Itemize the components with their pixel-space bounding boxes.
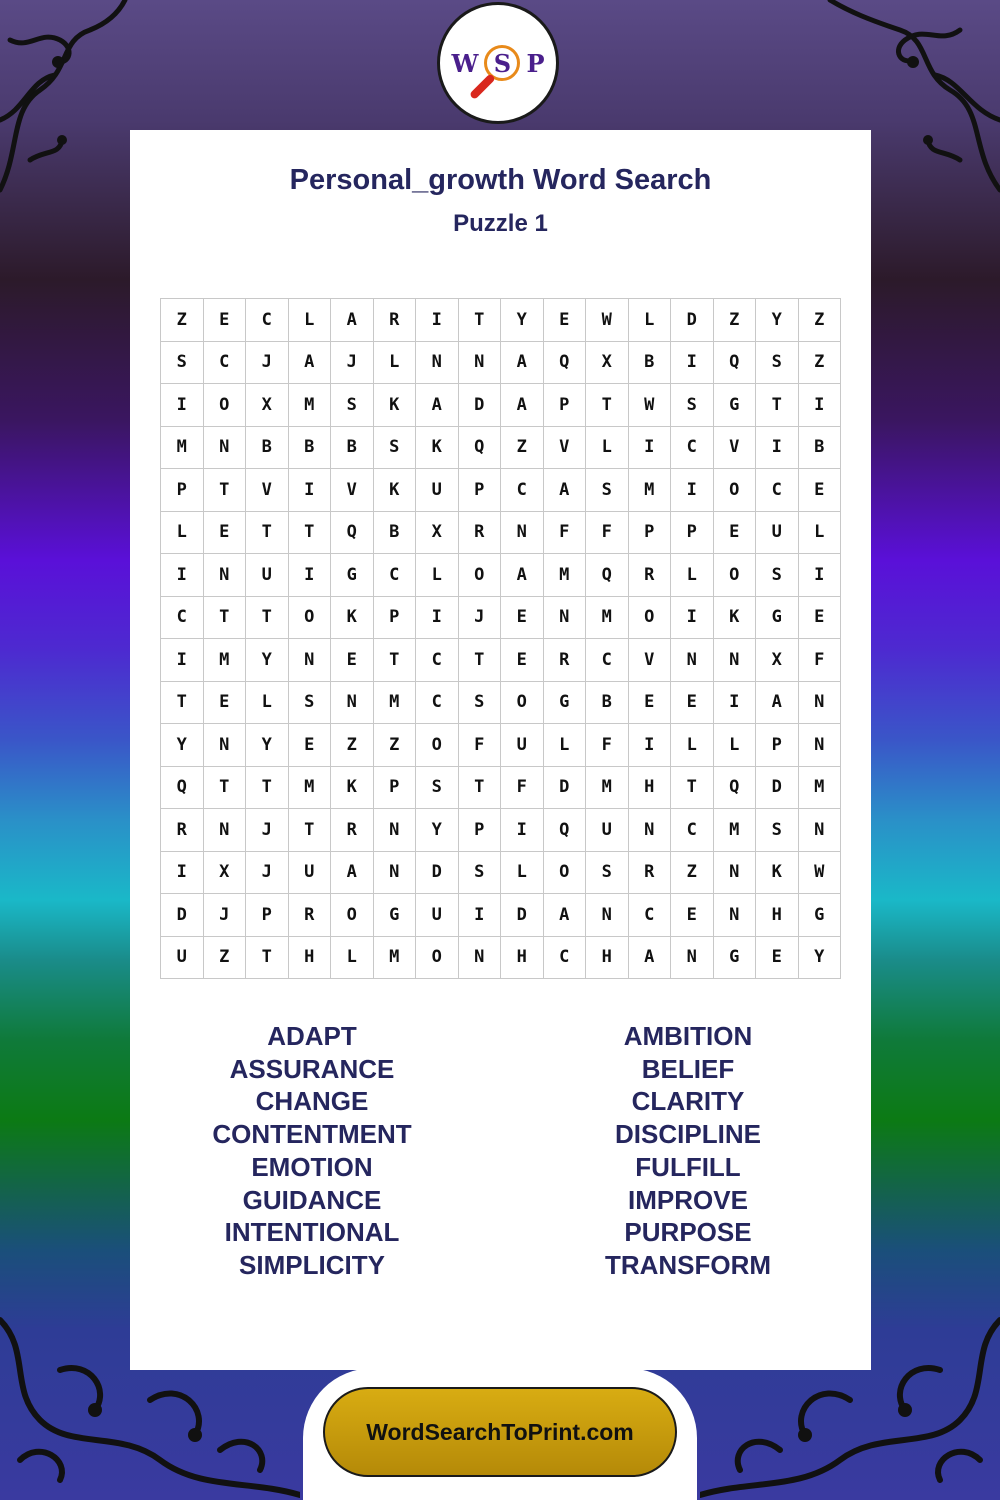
grid-cell[interactable]: I: [501, 809, 544, 852]
grid-cell[interactable]: B: [586, 682, 629, 725]
grid-cell[interactable]: S: [756, 554, 799, 597]
grid-cell[interactable]: U: [756, 512, 799, 555]
grid-cell[interactable]: H: [501, 937, 544, 980]
grid-cell[interactable]: D: [459, 384, 502, 427]
grid-cell[interactable]: X: [246, 384, 289, 427]
grid-cell[interactable]: I: [629, 724, 672, 767]
grid-cell[interactable]: Q: [161, 767, 204, 810]
grid-cell[interactable]: T: [289, 512, 332, 555]
word-list-item: SIMPLICITY: [239, 1249, 385, 1280]
grid-cell[interactable]: Y: [161, 724, 204, 767]
grid-cell[interactable]: Z: [799, 342, 842, 385]
grid-cell[interactable]: P: [374, 767, 417, 810]
grid-cell[interactable]: T: [459, 299, 502, 342]
grid-cell[interactable]: N: [459, 937, 502, 980]
grid-cell[interactable]: L: [331, 937, 374, 980]
grid-cell[interactable]: C: [756, 469, 799, 512]
grid-cell[interactable]: I: [289, 554, 332, 597]
grid-cell[interactable]: L: [671, 724, 714, 767]
grid-cell[interactable]: P: [459, 469, 502, 512]
grid-cell[interactable]: F: [544, 512, 587, 555]
grid-cell[interactable]: U: [501, 724, 544, 767]
word-list-item: ASSURANCE: [229, 1053, 395, 1084]
grid-cell[interactable]: N: [714, 852, 757, 895]
grid-cell[interactable]: A: [544, 894, 587, 937]
grid-cell[interactable]: B: [799, 427, 842, 470]
grid-cell[interactable]: I: [799, 554, 842, 597]
grid-cell[interactable]: K: [714, 597, 757, 640]
grid-cell[interactable]: S: [459, 852, 502, 895]
grid-cell[interactable]: K: [374, 384, 417, 427]
grid-cell[interactable]: L: [629, 299, 672, 342]
grid-cell[interactable]: K: [756, 852, 799, 895]
grid-cell[interactable]: E: [204, 682, 247, 725]
grid-cell[interactable]: B: [331, 427, 374, 470]
grid-cell[interactable]: T: [289, 809, 332, 852]
grid-cell[interactable]: L: [289, 299, 332, 342]
grid-cell[interactable]: O: [331, 894, 374, 937]
grid-cell[interactable]: B: [289, 427, 332, 470]
grid-cell[interactable]: N: [331, 682, 374, 725]
grid-cell[interactable]: Y: [246, 724, 289, 767]
grid-cell[interactable]: F: [459, 724, 502, 767]
grid-cell[interactable]: P: [459, 809, 502, 852]
grid-cell[interactable]: C: [671, 427, 714, 470]
grid-cell[interactable]: A: [501, 554, 544, 597]
word-list-item: IMPROVE: [628, 1184, 748, 1215]
grid-cell[interactable]: J: [246, 809, 289, 852]
grid-cell[interactable]: T: [586, 384, 629, 427]
grid-cell[interactable]: D: [416, 852, 459, 895]
grid-cell[interactable]: U: [416, 469, 459, 512]
grid-cell[interactable]: A: [756, 682, 799, 725]
grid-cell[interactable]: L: [416, 554, 459, 597]
grid-cell[interactable]: J: [331, 342, 374, 385]
grid-cell[interactable]: Z: [671, 852, 714, 895]
grid-cell[interactable]: L: [671, 554, 714, 597]
grid-cell[interactable]: C: [671, 809, 714, 852]
word-list-item: DISCIPLINE: [615, 1119, 761, 1150]
grid-cell[interactable]: Q: [586, 554, 629, 597]
puzzle-subtitle: Puzzle 1: [453, 210, 548, 237]
grid-cell[interactable]: E: [756, 937, 799, 980]
grid-cell[interactable]: U: [586, 809, 629, 852]
grid-cell[interactable]: I: [671, 342, 714, 385]
grid-cell[interactable]: L: [714, 724, 757, 767]
grid-cell[interactable]: E: [289, 724, 332, 767]
grid-cell[interactable]: H: [629, 767, 672, 810]
grid-cell[interactable]: X: [204, 852, 247, 895]
word-list-item: FULFILL: [635, 1151, 741, 1182]
grid-cell[interactable]: E: [714, 512, 757, 555]
grid-cell[interactable]: A: [544, 469, 587, 512]
grid-cell[interactable]: C: [416, 639, 459, 682]
grid-cell[interactable]: Z: [161, 299, 204, 342]
grid-cell[interactable]: C: [544, 937, 587, 980]
grid-cell[interactable]: I: [161, 852, 204, 895]
grid-cell[interactable]: P: [544, 384, 587, 427]
grid-cell[interactable]: I: [289, 469, 332, 512]
grid-cell[interactable]: O: [714, 469, 757, 512]
grid-cell[interactable]: V: [331, 469, 374, 512]
grid-cell[interactable]: O: [204, 384, 247, 427]
grid-cell[interactable]: E: [799, 597, 842, 640]
grid-cell[interactable]: F: [501, 767, 544, 810]
grid-cell[interactable]: T: [204, 767, 247, 810]
grid-cell[interactable]: N: [416, 342, 459, 385]
grid-cell[interactable]: T: [204, 469, 247, 512]
grid-cell[interactable]: P: [161, 469, 204, 512]
grid-cell[interactable]: N: [671, 639, 714, 682]
grid-cell[interactable]: B: [246, 427, 289, 470]
grid-cell[interactable]: M: [374, 682, 417, 725]
grid-cell[interactable]: N: [374, 809, 417, 852]
grid-cell[interactable]: E: [799, 469, 842, 512]
grid-cell[interactable]: W: [799, 852, 842, 895]
grid-cell[interactable]: E: [544, 299, 587, 342]
grid-cell[interactable]: L: [799, 512, 842, 555]
grid-cell[interactable]: Q: [459, 427, 502, 470]
grid-cell[interactable]: R: [331, 809, 374, 852]
grid-cell[interactable]: M: [799, 767, 842, 810]
grid-cell[interactable]: C: [501, 469, 544, 512]
grid-cell[interactable]: M: [629, 469, 672, 512]
grid-cell[interactable]: E: [501, 639, 544, 682]
grid-cell[interactable]: O: [501, 682, 544, 725]
grid-cell[interactable]: M: [204, 639, 247, 682]
grid-cell[interactable]: O: [629, 597, 672, 640]
grid-cell[interactable]: V: [629, 639, 672, 682]
grid-cell[interactable]: N: [714, 894, 757, 937]
grid-cell[interactable]: X: [756, 639, 799, 682]
grid-cell[interactable]: Q: [714, 767, 757, 810]
grid-cell[interactable]: O: [459, 554, 502, 597]
grid-cell[interactable]: C: [629, 894, 672, 937]
grid-cell[interactable]: G: [714, 937, 757, 980]
grid-cell[interactable]: I: [161, 639, 204, 682]
grid-cell[interactable]: R: [289, 894, 332, 937]
grid-cell[interactable]: N: [459, 342, 502, 385]
grid-cell[interactable]: C: [246, 299, 289, 342]
word-list-item: GUIDANCE: [242, 1184, 382, 1215]
grid-cell[interactable]: S: [671, 384, 714, 427]
grid-cell[interactable]: K: [374, 469, 417, 512]
grid-cell[interactable]: S: [586, 852, 629, 895]
grid-cell[interactable]: Z: [714, 299, 757, 342]
grid-cell[interactable]: S: [161, 342, 204, 385]
grid-cell[interactable]: E: [629, 682, 672, 725]
grid-cell[interactable]: I: [161, 384, 204, 427]
grid-cell[interactable]: E: [501, 597, 544, 640]
grid-cell[interactable]: Y: [416, 809, 459, 852]
grid-cell[interactable]: M: [289, 384, 332, 427]
grid-cell[interactable]: T: [459, 639, 502, 682]
grid-cell[interactable]: N: [714, 639, 757, 682]
grid-cell[interactable]: F: [586, 512, 629, 555]
grid-cell[interactable]: Z: [501, 427, 544, 470]
grid-cell[interactable]: L: [374, 342, 417, 385]
grid-cell[interactable]: T: [161, 682, 204, 725]
grid-cell[interactable]: C: [374, 554, 417, 597]
grid-cell[interactable]: L: [501, 852, 544, 895]
grid-cell[interactable]: N: [204, 809, 247, 852]
grid-cell[interactable]: P: [374, 597, 417, 640]
grid-cell[interactable]: M: [586, 767, 629, 810]
grid-cell[interactable]: U: [161, 937, 204, 980]
grid-cell[interactable]: S: [331, 384, 374, 427]
grid-cell[interactable]: G: [714, 384, 757, 427]
word-list-item: ADAPT: [267, 1021, 357, 1051]
grid-cell[interactable]: G: [756, 597, 799, 640]
grid-cell[interactable]: T: [246, 937, 289, 980]
page-title: Personal_growth Word Search: [289, 164, 712, 196]
grid-cell[interactable]: N: [629, 809, 672, 852]
grid-cell[interactable]: N: [204, 427, 247, 470]
grid-cell[interactable]: O: [544, 852, 587, 895]
grid-cell[interactable]: C: [416, 682, 459, 725]
grid-cell[interactable]: V: [544, 427, 587, 470]
grid-cell[interactable]: M: [289, 767, 332, 810]
grid-cell[interactable]: N: [374, 852, 417, 895]
grid-cell[interactable]: N: [501, 512, 544, 555]
word-list-item: EMOTION: [251, 1151, 373, 1182]
grid-cell[interactable]: J: [459, 597, 502, 640]
grid-cell[interactable]: M: [544, 554, 587, 597]
grid-cell[interactable]: Q: [331, 512, 374, 555]
grid-cell[interactable]: E: [204, 299, 247, 342]
grid-cell[interactable]: R: [629, 554, 672, 597]
grid-cell[interactable]: K: [331, 597, 374, 640]
grid-cell[interactable]: F: [799, 639, 842, 682]
grid-cell[interactable]: T: [671, 767, 714, 810]
word-list-left: [162, 1020, 462, 1282]
grid-cell[interactable]: I: [756, 427, 799, 470]
grid-cell[interactable]: T: [374, 639, 417, 682]
grid-cell[interactable]: A: [501, 384, 544, 427]
grid-cell[interactable]: S: [459, 682, 502, 725]
grid-cell[interactable]: U: [246, 554, 289, 597]
grid-cell[interactable]: V: [246, 469, 289, 512]
grid-cell[interactable]: I: [416, 299, 459, 342]
grid-cell[interactable]: P: [629, 512, 672, 555]
grid-cell[interactable]: Y: [246, 639, 289, 682]
logo-letter-p: P: [526, 48, 545, 78]
grid-cell[interactable]: N: [289, 639, 332, 682]
grid-cell[interactable]: W: [629, 384, 672, 427]
grid-cell[interactable]: R: [374, 299, 417, 342]
grid-cell[interactable]: Y: [501, 299, 544, 342]
grid-cell[interactable]: G: [544, 682, 587, 725]
grid-cell[interactable]: T: [246, 767, 289, 810]
grid-cell[interactable]: O: [416, 724, 459, 767]
grid-cell[interactable]: M: [714, 809, 757, 852]
grid-cell[interactable]: G: [799, 894, 842, 937]
grid-cell[interactable]: Y: [799, 937, 842, 980]
grid-cell[interactable]: I: [671, 597, 714, 640]
grid-cell[interactable]: A: [331, 299, 374, 342]
grid-cell[interactable]: N: [799, 682, 842, 725]
grid-cell[interactable]: P: [246, 894, 289, 937]
grid-cell[interactable]: G: [374, 894, 417, 937]
grid-cell[interactable]: K: [331, 767, 374, 810]
grid-cell[interactable]: H: [586, 937, 629, 980]
grid-cell[interactable]: E: [671, 894, 714, 937]
grid-cell[interactable]: N: [544, 597, 587, 640]
grid-cell[interactable]: T: [204, 597, 247, 640]
grid-cell[interactable]: J: [246, 852, 289, 895]
grid-cell[interactable]: A: [629, 937, 672, 980]
grid-cell[interactable]: L: [246, 682, 289, 725]
grid-cell[interactable]: Z: [204, 937, 247, 980]
grid-cell[interactable]: W: [586, 299, 629, 342]
grid-cell[interactable]: H: [756, 894, 799, 937]
grid-cell[interactable]: T: [756, 384, 799, 427]
grid-cell[interactable]: N: [586, 894, 629, 937]
grid-cell[interactable]: I: [629, 427, 672, 470]
grid-cell[interactable]: E: [671, 682, 714, 725]
grid-cell[interactable]: U: [416, 894, 459, 937]
grid-cell[interactable]: I: [799, 384, 842, 427]
grid-cell[interactable]: R: [459, 512, 502, 555]
grid-cell[interactable]: D: [544, 767, 587, 810]
grid-cell[interactable]: D: [501, 894, 544, 937]
grid-cell[interactable]: N: [799, 724, 842, 767]
grid-cell[interactable]: I: [161, 554, 204, 597]
grid-cell[interactable]: A: [501, 342, 544, 385]
grid-cell[interactable]: T: [459, 767, 502, 810]
word-list-item: TRANSFORM: [604, 1249, 772, 1280]
grid-cell[interactable]: Z: [799, 299, 842, 342]
grid-cell[interactable]: B: [374, 512, 417, 555]
grid-cell[interactable]: E: [204, 512, 247, 555]
grid-cell[interactable]: Q: [544, 342, 587, 385]
grid-cell[interactable]: D: [671, 299, 714, 342]
word-list-item: PURPOSE: [624, 1217, 752, 1248]
grid-cell[interactable]: X: [416, 512, 459, 555]
grid-cell[interactable]: L: [161, 512, 204, 555]
grid-cell[interactable]: R: [629, 852, 672, 895]
grid-cell[interactable]: J: [246, 342, 289, 385]
grid-cell[interactable]: A: [416, 384, 459, 427]
word-list-item: CLARITY: [631, 1086, 745, 1117]
word-list-item: CHANGE: [255, 1086, 369, 1117]
grid-cell[interactable]: B: [629, 342, 672, 385]
grid-cell[interactable]: K: [416, 427, 459, 470]
grid-cell[interactable]: O: [714, 554, 757, 597]
grid-cell[interactable]: L: [544, 724, 587, 767]
grid-cell[interactable]: S: [416, 767, 459, 810]
logo-letter-s: S: [493, 48, 512, 78]
grid-cell[interactable]: S: [289, 682, 332, 725]
grid-cell[interactable]: C: [204, 342, 247, 385]
grid-cell[interactable]: P: [671, 512, 714, 555]
grid-cell[interactable]: M: [374, 937, 417, 980]
grid-cell[interactable]: I: [671, 469, 714, 512]
website-link-button[interactable]: WordSearchToPrint.com: [323, 1387, 677, 1477]
word-list-item: AMBITION: [623, 1021, 753, 1051]
grid-cell[interactable]: Z: [331, 724, 374, 767]
grid-cell[interactable]: S: [586, 469, 629, 512]
grid-cell[interactable]: M: [586, 597, 629, 640]
site-logo[interactable]: [437, 2, 559, 124]
grid-cell[interactable]: J: [204, 894, 247, 937]
grid-cell[interactable]: X: [586, 342, 629, 385]
grid-cell[interactable]: N: [204, 554, 247, 597]
grid-cell[interactable]: N: [204, 724, 247, 767]
grid-cell[interactable]: S: [374, 427, 417, 470]
word-list-right: [538, 1020, 838, 1282]
grid-cell[interactable]: V: [714, 427, 757, 470]
grid-cell[interactable]: R: [161, 809, 204, 852]
grid-cell[interactable]: Y: [756, 299, 799, 342]
grid-cell[interactable]: M: [161, 427, 204, 470]
grid-cell[interactable]: Z: [374, 724, 417, 767]
letter-grid: [160, 298, 841, 979]
grid-cell[interactable]: C: [586, 639, 629, 682]
grid-cell[interactable]: O: [416, 937, 459, 980]
grid-cell[interactable]: Q: [544, 809, 587, 852]
grid-cell[interactable]: N: [799, 809, 842, 852]
word-list-item: CONTENTMENT: [212, 1119, 412, 1150]
grid-cell[interactable]: F: [586, 724, 629, 767]
grid-cell[interactable]: S: [756, 809, 799, 852]
grid-cell[interactable]: D: [756, 767, 799, 810]
grid-cell[interactable]: T: [246, 512, 289, 555]
grid-cell[interactable]: O: [289, 597, 332, 640]
grid-cell[interactable]: H: [289, 937, 332, 980]
grid-cell[interactable]: S: [756, 342, 799, 385]
grid-cell[interactable]: I: [416, 597, 459, 640]
grid-cell[interactable]: C: [161, 597, 204, 640]
logo-letter-w: W: [451, 48, 479, 78]
grid-cell[interactable]: G: [331, 554, 374, 597]
grid-cell[interactable]: U: [289, 852, 332, 895]
grid-cell[interactable]: A: [289, 342, 332, 385]
grid-cell[interactable]: I: [459, 894, 502, 937]
grid-cell[interactable]: E: [331, 639, 374, 682]
grid-cell[interactable]: T: [246, 597, 289, 640]
grid-cell[interactable]: R: [544, 639, 587, 682]
grid-cell[interactable]: I: [714, 682, 757, 725]
corner-ornament-top-left: [0, 0, 130, 200]
grid-cell[interactable]: N: [671, 937, 714, 980]
grid-cell[interactable]: L: [586, 427, 629, 470]
grid-cell[interactable]: P: [756, 724, 799, 767]
puzzle-card: [130, 130, 871, 1370]
word-list-item: BELIEF: [641, 1053, 735, 1084]
magnifier-icon: [484, 45, 520, 81]
grid-cell[interactable]: A: [331, 852, 374, 895]
grid-cell[interactable]: D: [161, 894, 204, 937]
grid-cell[interactable]: Q: [714, 342, 757, 385]
word-list-item: INTENTIONAL: [224, 1217, 400, 1248]
